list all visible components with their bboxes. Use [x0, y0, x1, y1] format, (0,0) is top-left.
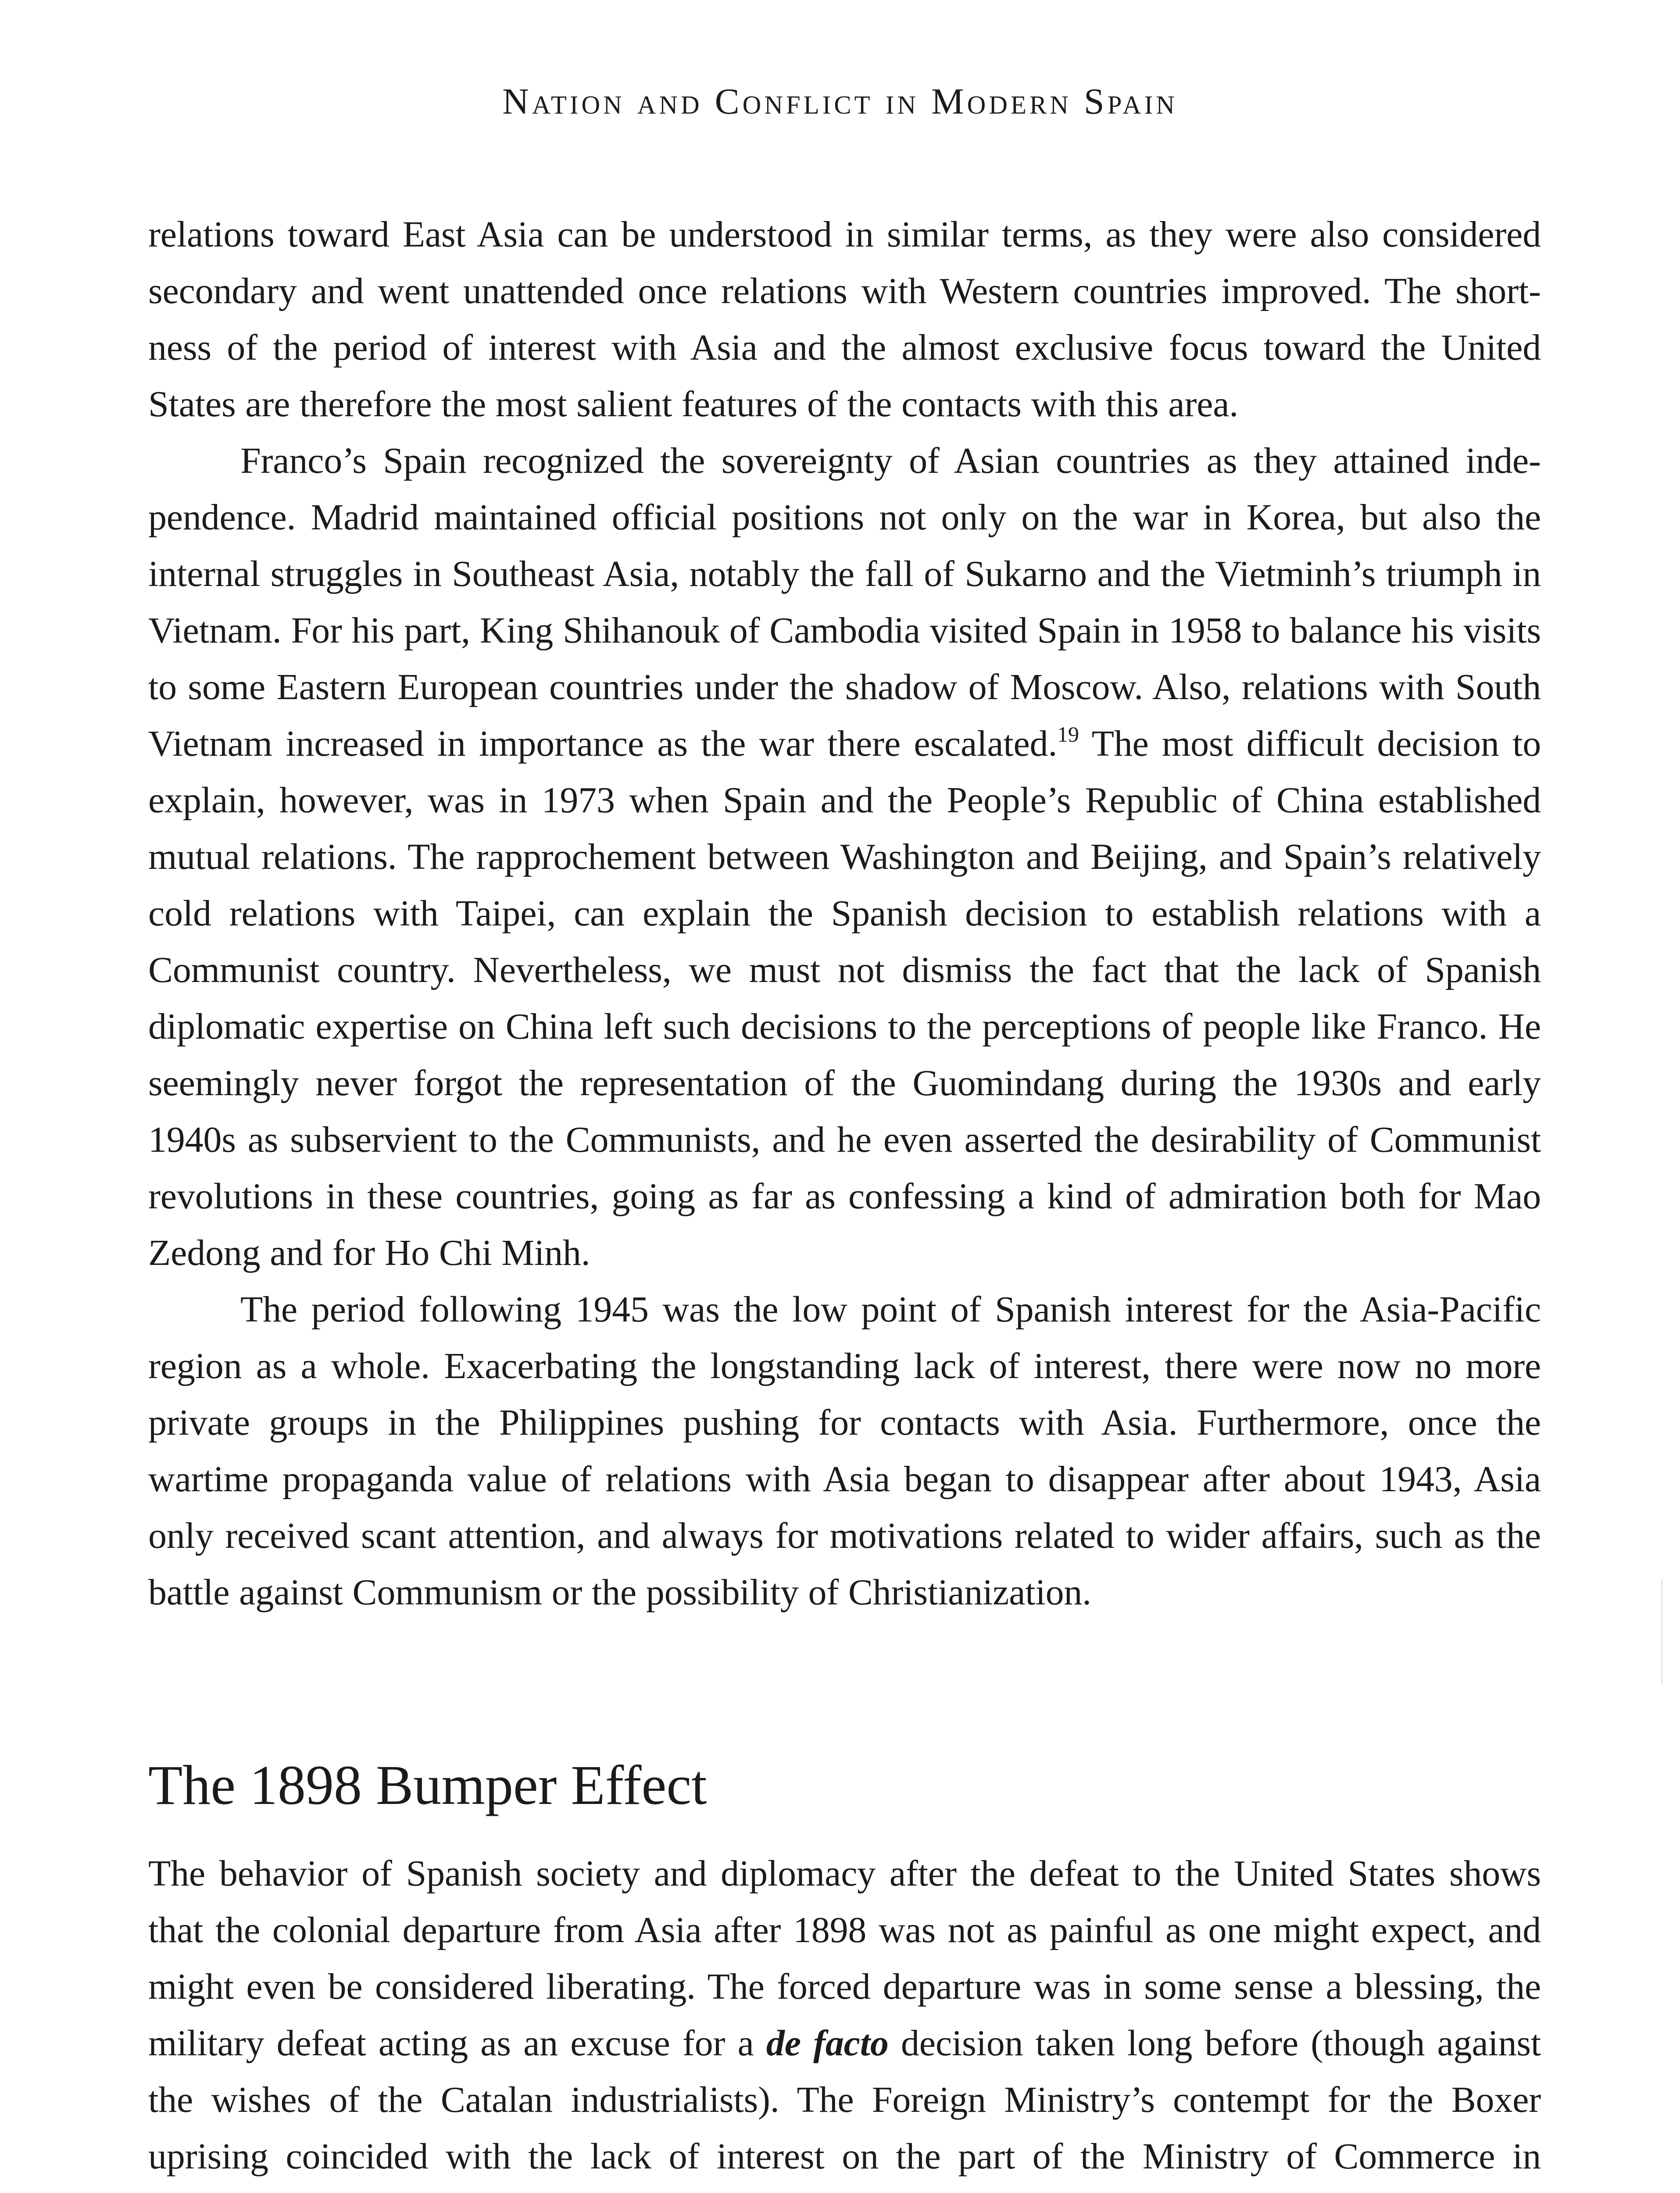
paragraph-2	[148, 432, 1541, 1281]
section-heading: The 1898 Bumper Effect	[148, 1754, 707, 1816]
italic-term: de facto	[766, 2023, 889, 2064]
body-text	[148, 206, 1541, 2193]
paragraph-4	[148, 1845, 1541, 2193]
paragraph-3: The period following 1945 was the low point of Spanish interest for the Asia-Pacific region as a whole. Exacerbating the longstanding lack of interest, there were now no more private groups in the Philippines pushing for contacts with Asia. Furthermore, once the wartime propaganda value of relations with Asia began to disappear after about 1943, Asia only received scant attention, and always for motivations related to wider affairs, such as the battle against Communism or the possibility of Christianization.	[148, 1289, 1541, 1613]
footnote-ref-19: 19	[1057, 722, 1079, 746]
paragraph-2-text-b: The most difficult decision to explain, however, was in 1973 when Spain and the People’s Republic of China established mutual relations. The rapprochement between Washington and Beijing, and Spain’s relatively cold relations with Taipei, can explain the Spanish decision to establish relations with a Communist country. Nevertheless, we must not dismiss the fact that the lack of Spanish diplomatic expertise on China left such decisions to the perceptions of people like Franco. He seemingly never forgot the representation of the Guomindang during the 1930s and early 1940s as subservient to the Communists, and he even asserted the desirability of Communist revolutions in these countries, going as far as confessing a kind of admiration both for Mao Zedong and for Ho Chi Minh.	[148, 723, 1541, 1273]
running-head: Nation and Conflict in Modern Spain	[502, 81, 1178, 122]
paragraph-4-text-b: decision taken long before (though against the wishes of the Catalan industrialists). The Foreign Ministry’s contempt for the Boxer uprising coincided with the lack of interest on the part of the Ministry of Commerce in	[148, 2023, 1541, 2177]
paragraph-1: relations toward East Asia can be understood in similar terms, as they were also considered secondary and went unattended once relations with Western countries improved. The shortness of the period of interest with Asia and the almost exclusive focus toward the United States are therefore the most salient features of the contacts with this area.	[148, 214, 1541, 425]
paragraph-4-text-a: The behavior of Spanish society and diplomacy after the defeat to the United States shows that the colonial departure from Asia after 1898 was not as painful as one might expect, and might even be considered liberating. The forced departure was in some sense a blessing, the military defeat acting as an excuse for a	[148, 1853, 1541, 2064]
paragraph-2-text-a: Franco’s Spain recognized the sovereignty of Asian countries as they attained independence. Madrid maintained official positions not only on the war in Korea, but also the internal struggles in Southeast Asia, notably the fall of Sukarno and the Vietminh’s triumph in Vietnam. For his part, King Shihanouk of Cambodia visited Spain in 1958 to balance his visits to some Eastern European countries under the shadow of Moscow. Also, relations with South Vietnam increased in importance as the war there escalated.	[148, 440, 1541, 764]
